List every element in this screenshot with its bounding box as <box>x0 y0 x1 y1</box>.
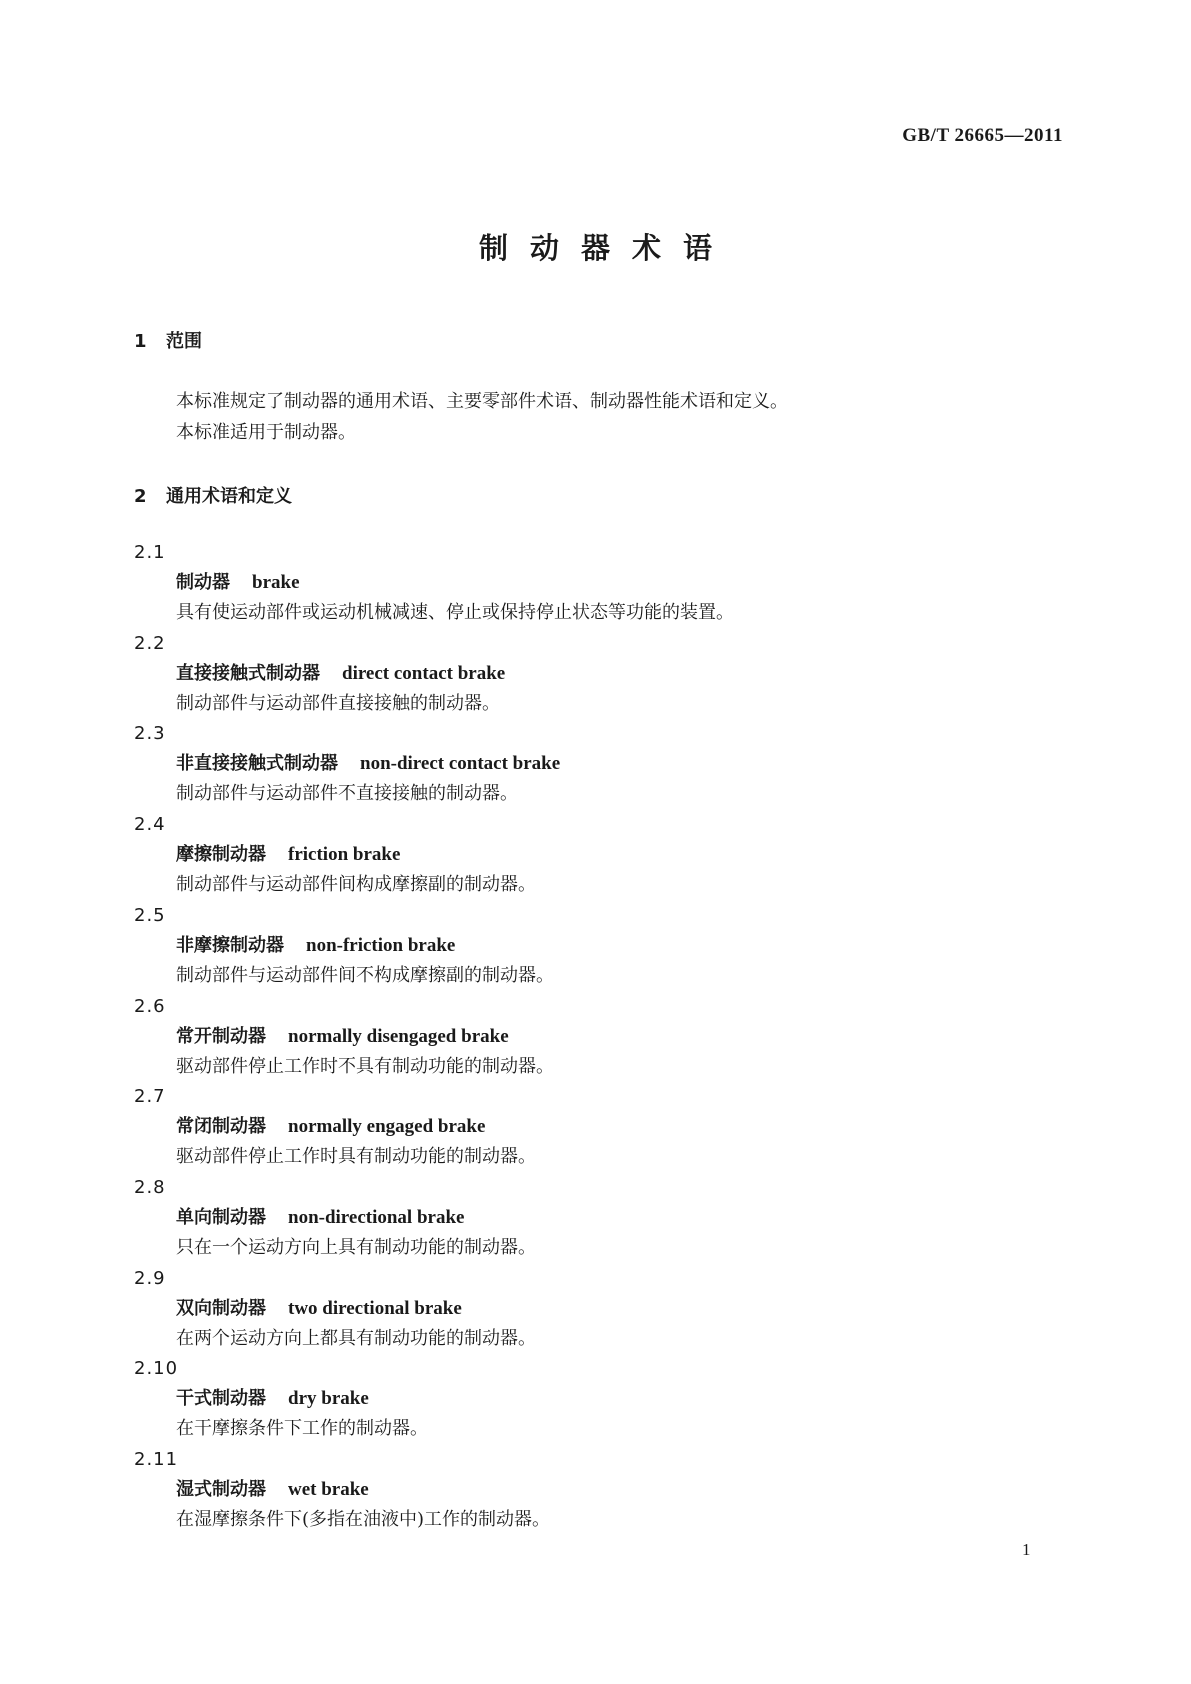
term-number: 2.11 <box>134 1449 179 1470</box>
term-chinese: 干式制动器 <box>176 1388 266 1410</box>
term-definition: 制动部件与运动部件间不构成摩擦副的制动器。 <box>176 964 554 986</box>
term-definition: 具有使运动部件或运动机械减速、停止或保持停止状态等功能的装置。 <box>176 602 734 623</box>
term-chinese: 常闭制动器 <box>176 1116 266 1138</box>
term-english: two directional brake <box>288 1297 462 1319</box>
term-number: 2.9 <box>134 1267 166 1289</box>
term-english: direct contact brake <box>342 662 506 684</box>
term-definition: 只在一个运动方向上具有制动功能的制动器。 <box>176 1236 536 1258</box>
section-number: 2 <box>134 486 147 507</box>
term-definition: 在湿摩擦条件下(多指在油液中)工作的制动器。 <box>176 1509 551 1530</box>
term-entry <box>134 1173 1034 1263</box>
term-entry <box>134 810 1034 900</box>
term-chinese: 制动器 <box>176 572 230 593</box>
term-english: non-direct contact brake <box>360 753 561 775</box>
term-english: non-friction brake <box>306 934 456 956</box>
standard-number: GB/T 26665—2011 <box>902 125 1063 146</box>
term-number: 2.2 <box>134 632 166 654</box>
term-number: 2.6 <box>134 995 166 1017</box>
term-chinese: 直接接触式制动器 <box>176 662 320 684</box>
page-number: 1 <box>1022 1540 1031 1559</box>
term-number: 2.4 <box>134 814 166 836</box>
term-number: 2.10 <box>134 1358 179 1380</box>
term-name <box>176 1022 1034 1052</box>
term-english: normally engaged brake <box>288 1116 486 1138</box>
term-name <box>176 840 1034 870</box>
section-title: 通用术语和定义 <box>166 486 292 507</box>
term-name <box>176 1294 1034 1324</box>
term-definition: 驱动部件停止工作时具有制动功能的制动器。 <box>176 1146 536 1168</box>
term-definition: 制动部件与运动部件不直接接触的制动器。 <box>176 783 518 805</box>
term-entry <box>134 1354 1034 1444</box>
term-definition: 驱动部件停止工作时不具有制动功能的制动器。 <box>176 1055 554 1077</box>
term-english: non-directional brake <box>288 1206 465 1228</box>
scope-paragraph: 本标准适用于制动器。 <box>176 422 356 443</box>
term-english: brake <box>252 572 300 593</box>
term-entry <box>134 1264 1034 1354</box>
term-entry <box>134 901 1034 991</box>
term-name <box>176 1112 1034 1142</box>
document-title: 制动器术语 <box>478 231 734 265</box>
term-chinese: 非直接接触式制动器 <box>176 753 338 775</box>
term-entry <box>134 1082 1034 1172</box>
section-heading-general-terms <box>134 482 292 508</box>
term-name <box>176 1384 1034 1414</box>
term-name <box>176 1203 1034 1233</box>
term-chinese: 湿式制动器 <box>176 1479 266 1500</box>
term-number: 2.5 <box>134 904 166 926</box>
section-heading-scope <box>134 327 202 353</box>
term-chinese: 双向制动器 <box>176 1297 266 1319</box>
term-number: 2.7 <box>134 1086 166 1108</box>
term-entry <box>134 538 1034 628</box>
term-entry <box>134 992 1034 1082</box>
term-name <box>176 749 1034 779</box>
term-english: wet brake <box>288 1479 369 1500</box>
term-entry <box>134 1445 1034 1535</box>
section-number: 1 <box>134 331 147 352</box>
term-english: dry brake <box>288 1388 369 1410</box>
term-name <box>176 931 1034 961</box>
term-english: friction brake <box>288 844 401 866</box>
term-chinese: 常开制动器 <box>176 1025 266 1047</box>
term-definition: 制动部件与运动部件直接接触的制动器。 <box>176 692 500 714</box>
section-title: 范围 <box>166 331 202 352</box>
term-number: 2.1 <box>134 542 166 563</box>
term-chinese: 非摩擦制动器 <box>176 934 284 956</box>
term-chinese: 摩擦制动器 <box>176 844 266 866</box>
scope-paragraph: 本标准规定了制动器的通用术语、主要零部件术语、制动器性能术语和定义。 <box>176 391 788 412</box>
term-chinese: 单向制动器 <box>176 1206 266 1228</box>
term-number: 2.3 <box>134 723 166 745</box>
term-definition: 在干摩擦条件下工作的制动器。 <box>176 1418 428 1440</box>
term-definition: 制动部件与运动部件间构成摩擦副的制动器。 <box>176 874 536 896</box>
term-definition: 在两个运动方向上都具有制动功能的制动器。 <box>176 1327 536 1349</box>
term-entry <box>134 629 1034 719</box>
term-name <box>176 1475 1034 1505</box>
term-name <box>176 568 1034 598</box>
term-english: normally disengaged brake <box>288 1025 509 1047</box>
term-name <box>176 659 1034 689</box>
term-entry <box>134 719 1034 809</box>
term-number: 2.8 <box>134 1176 166 1198</box>
